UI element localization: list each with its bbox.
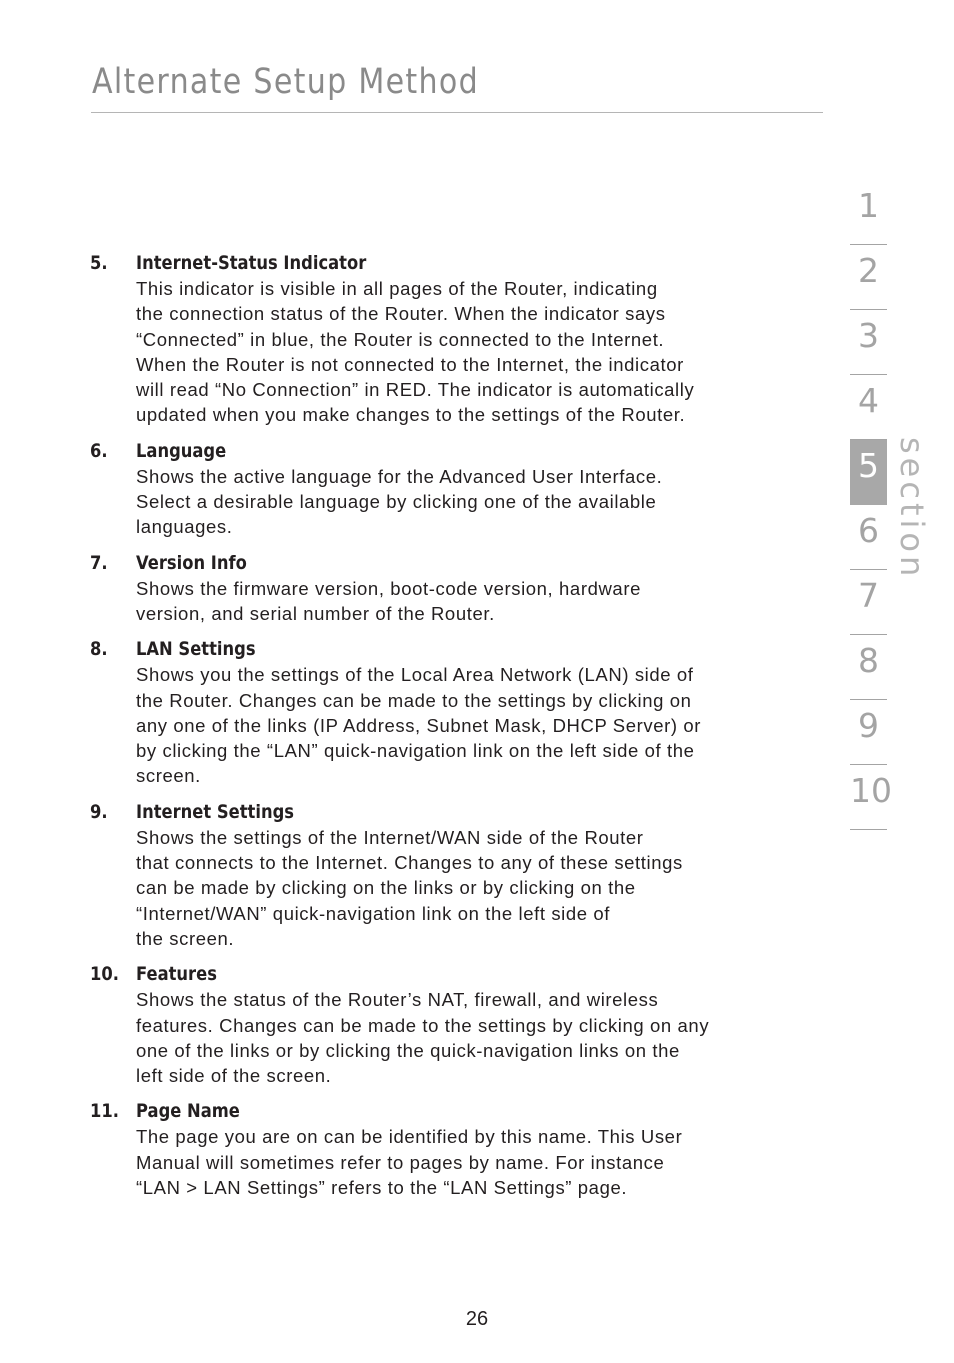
item-number: 11.: [90, 1100, 119, 1123]
item-body: Shows the firmware version, boot-code version, hardware version, and serial number of the Router.: [136, 577, 641, 624]
section-tab-6[interactable]: [850, 505, 887, 570]
list-item: [90, 636, 810, 788]
section-tab-10[interactable]: [850, 765, 892, 830]
item-body: Shows you the settings of the Local Area Network (LAN) side of the Router. Changes can be made to the settings by clicking on any one of the links (IP Address, Subnet Mask, DHCP Server) or by clicking the “LAN” quick-navigation link on the left side of the screen.: [136, 664, 702, 787]
section-tab-number: 6: [858, 511, 879, 550]
section-tab-number: 1: [858, 186, 879, 225]
section-tab-9[interactable]: [850, 700, 887, 765]
section-tab-1[interactable]: [850, 180, 887, 245]
list-item: [90, 438, 810, 540]
item-body: The page you are on can be identified by this name. This User Manual will sometimes refer to pages by name. For instance “LAN > LAN Settings” refers to the “LAN Settings” page.: [136, 1126, 683, 1199]
section-tab-number: 5: [858, 446, 879, 485]
section-tab-number: 8: [858, 641, 879, 680]
section-tab-number: 9: [858, 706, 879, 745]
item-heading: Version Info: [136, 551, 247, 574]
item-number: 7.: [90, 551, 108, 574]
list-item: [90, 799, 810, 951]
item-body: Shows the settings of the Internet/WAN side of the Router that connects to the Internet. Changes to any of these settings can be made by clicking on the links or by clicking on the “Internet/WAN” quick-navigation link on the left side of the screen.: [136, 826, 683, 949]
item-heading: Internet Settings: [136, 800, 295, 823]
item-heading: Page Name: [136, 1100, 240, 1123]
item-body: Shows the status of the Router’s NAT, firewall, and wireless features. Changes can be made to the settings by clicking on any one of the links or by clicking the quick-navigation links on the left side of the screen.: [136, 989, 710, 1087]
section-tab-3[interactable]: [850, 310, 887, 375]
section-label: section: [893, 437, 931, 581]
item-heading: Features: [136, 963, 217, 986]
section-nav: [850, 180, 892, 830]
item-number: 6.: [90, 439, 108, 462]
item-list: [90, 250, 810, 1210]
list-item: [90, 961, 810, 1088]
item-heading: Language: [136, 439, 227, 462]
section-tab-2[interactable]: [850, 245, 887, 310]
list-item: [90, 250, 810, 428]
list-item: [90, 550, 810, 627]
item-number: 9.: [90, 800, 108, 823]
item-body: Shows the active language for the Advanced User Interface. Select a desirable language by clicking one of the available languages.: [136, 465, 663, 538]
item-heading: Internet-Status Indicator: [136, 252, 367, 274]
section-tab-7[interactable]: [850, 570, 887, 635]
section-tab-5-active[interactable]: [850, 440, 887, 505]
item-body: This indicator is visible in all pages of the Router, indicating the connection status of the Router. When the indicator says “Connected” in blue, the Router is connected to the Internet. When the Router is not connected to the Internet, the indicator will read “No Connection” in RED. The indicator is automatically updated when you make changes to the settings of the Router.: [136, 278, 695, 426]
item-number: 8.: [90, 638, 108, 661]
section-tab-4[interactable]: [850, 375, 887, 440]
item-number: 5.: [90, 252, 108, 274]
section-tab-8[interactable]: [850, 635, 887, 700]
section-tab-number: 10: [850, 771, 892, 810]
item-number: 10.: [90, 963, 119, 986]
section-tab-number: 7: [858, 576, 879, 615]
list-item: [90, 1098, 810, 1200]
page-title: Alternate Setup Method: [92, 62, 479, 102]
item-heading: LAN Settings: [136, 638, 256, 661]
section-tab-number: 2: [858, 251, 879, 290]
page-number: 26: [465, 1308, 489, 1330]
title-divider: [91, 112, 823, 113]
section-tab-number: 3: [858, 316, 879, 355]
section-tab-number: 4: [858, 381, 879, 420]
